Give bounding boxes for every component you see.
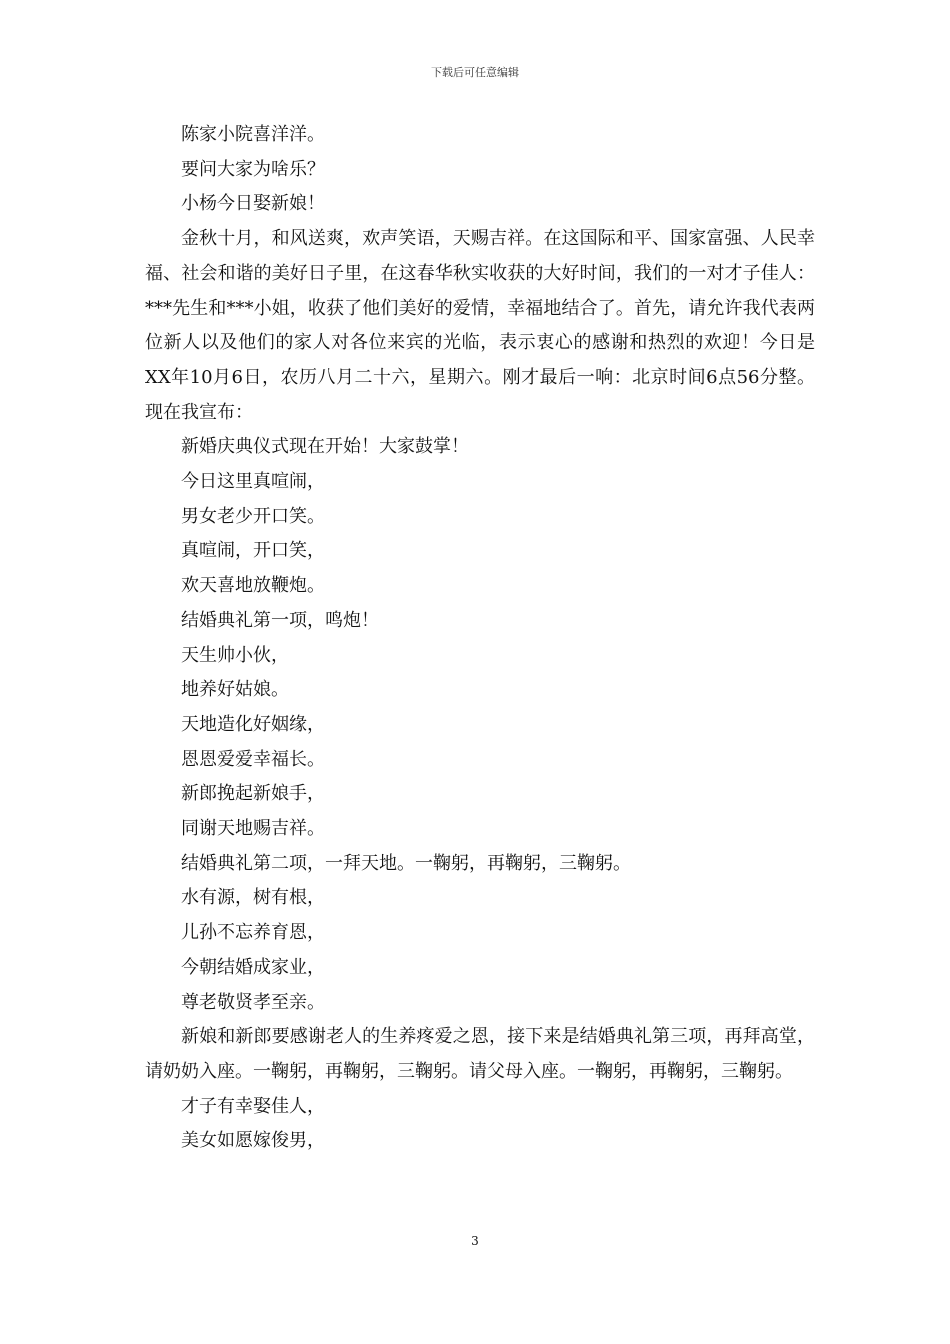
paragraph: 要问大家为啥乐？	[181, 158, 325, 180]
paragraph: 新娘和新郎要感谢老人的生养疼爱之恩，接下来是结婚典礼第三项，再拜高堂，请奶奶入座。一鞠躬，再鞠躬，三鞠躬。请父母入座。一鞠躬，再鞠躬，三鞠躬。	[145, 1026, 815, 1082]
paragraph: 才子有幸娶佳人，	[181, 1095, 325, 1117]
paragraph: 新郎挽起新娘手，	[181, 783, 325, 805]
paragraph: 欢天喜地放鞭炮。	[181, 575, 325, 597]
paragraph: 今朝结婚成家业，	[181, 956, 325, 978]
paragraph: 儿孙不忘养育恩，	[181, 922, 325, 944]
paragraph: 水有源，树有根，	[181, 887, 325, 909]
page-header: 下载后可任意编辑	[431, 66, 519, 79]
paragraph: 男女老少开口笑。	[181, 505, 325, 527]
paragraph: 结婚典礼第一项，鸣炮！	[181, 609, 379, 631]
paragraph: 尊老敬贤孝至亲。	[181, 991, 325, 1013]
document-body	[145, 118, 815, 1159]
page-number: 3	[471, 1234, 479, 1248]
paragraph: 今日这里真喧闹，	[181, 471, 325, 493]
paragraph: 恩恩爱爱幸福长。	[181, 748, 325, 770]
paragraph: 同谢天地赐吉祥。	[181, 818, 325, 840]
paragraph: 金秋十月，和风送爽，欢声笑语，天赐吉祥。在这国际和平、国家富强、人民幸福、社会和谐的美好日子里，在这春华秋实收获的大好时间，我们的一对才子佳人：***先生和***小姐，收获了他们美好的爱情，幸福地结合了。首先，请允许我代表两位新人以及他们的家人对各位来宾的光临，表示衷心的感谢和热烈的欢迎！今日是XX年10月6日，农历八月二十六，星期六。刚才最后一响：北京时间6点56分整。现在我宣布：	[145, 228, 815, 423]
paragraph: 陈家小院喜洋洋。	[181, 124, 325, 145]
paragraph: 真喧闹，开口笑，	[181, 540, 325, 562]
paragraph: 小杨今日娶新娘！	[181, 193, 325, 215]
paragraph: 新婚庆典仪式现在开始！大家鼓掌！	[181, 436, 469, 458]
paragraph: 地养好姑娘。	[181, 679, 289, 701]
paragraph: 美女如愿嫁俊男，	[181, 1130, 325, 1152]
paragraph: 结婚典礼第二项，一拜天地。一鞠躬，再鞠躬，三鞠躬。	[181, 852, 631, 874]
paragraph: 天地造化好姻缘，	[181, 713, 325, 735]
paragraph: 天生帅小伙，	[181, 644, 289, 666]
